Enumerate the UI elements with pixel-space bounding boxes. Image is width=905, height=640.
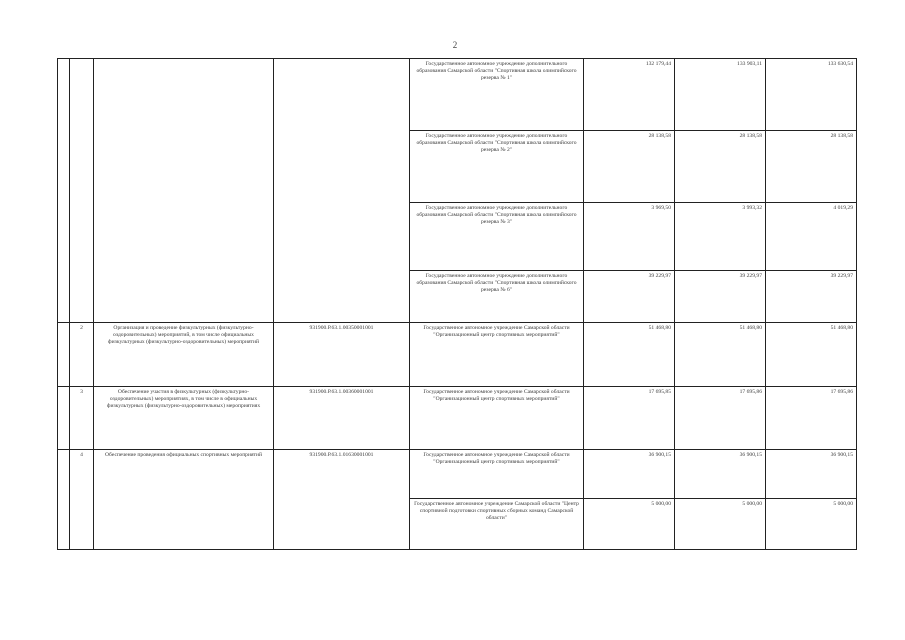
service-name-cell: Организация и проведение физкультурных (физкультурно-оздоровительных) мероприятий, в том числе официальных физкультурных (физкультурно-оздоровительных) мероприятий	[94, 323, 274, 387]
value-year-1: 3 969,50	[584, 203, 675, 271]
row-number-cell	[70, 59, 94, 323]
table-row	[58, 59, 857, 131]
value-year-1: 5 000,00	[584, 499, 675, 550]
value-year-3: 28 138,58	[766, 131, 857, 203]
table-row	[58, 450, 857, 499]
value-year-1: 28 138,58	[584, 131, 675, 203]
service-name-cell: Обеспечение проведения официальных спортивных мероприятий	[94, 450, 274, 550]
value-year-3: 4 019,29	[766, 203, 857, 271]
value-year-3: 36 900,15	[766, 450, 857, 499]
row-number-cell: 2	[70, 323, 94, 387]
value-year-3: 5 000,00	[766, 499, 857, 550]
value-year-3: 39 229,97	[766, 271, 857, 323]
row-number-cell: 3	[70, 387, 94, 450]
value-year-2: 39 229,97	[675, 271, 766, 323]
row-number-cell: 4	[70, 450, 94, 550]
value-year-2: 28 138,58	[675, 131, 766, 203]
organization-cell: Государственное автономное учреждение Самарской области "Организационный центр спортивных мероприятий"	[410, 323, 584, 387]
service-code-cell: 931900.Р.63.1.00360001001	[274, 387, 410, 450]
allocation-table	[57, 58, 857, 550]
value-year-2: 17 695,86	[675, 387, 766, 450]
value-year-1: 51 468,80	[584, 323, 675, 387]
left-margin-cell	[58, 323, 70, 387]
organization-cell: Государственное автономное учреждение дополнительного образования Самарской области "Спортивная школа олимпийского резерва № 2"	[410, 131, 584, 203]
value-year-3: 133 630,54	[766, 59, 857, 131]
value-year-3: 51 468,80	[766, 323, 857, 387]
left-margin-cell	[58, 387, 70, 450]
value-year-1: 36 900,15	[584, 450, 675, 499]
value-year-2: 51 468,80	[675, 323, 766, 387]
organization-cell: Государственное автономное учреждение Самарской области "Организационный центр спортивных мероприятий"	[410, 387, 584, 450]
value-year-1: 39 229,97	[584, 271, 675, 323]
value-year-2: 5 000,00	[675, 499, 766, 550]
service-code-cell: 931900.Р.63.1.00350001001	[274, 323, 410, 387]
value-year-2: 36 900,15	[675, 450, 766, 499]
service-code-cell: 931900.Р.63.1.01630001001	[274, 450, 410, 550]
organization-cell: Государственное автономное учреждение дополнительного образования Самарской области "Спортивная школа олимпийского резерва № 3"	[410, 203, 584, 271]
service-code-cell	[274, 59, 410, 323]
value-year-1: 132 179,44	[584, 59, 675, 131]
table-row	[58, 387, 857, 450]
organization-cell: Государственное автономное учреждение Самарской области "Организационный центр спортивных мероприятий"	[410, 450, 584, 499]
table-row	[58, 323, 857, 387]
value-year-2: 3 993,32	[675, 203, 766, 271]
page-number: 2	[452, 40, 458, 50]
organization-cell: Государственное автономное учреждение дополнительного образования Самарской области "Спортивная школа олимпийского резерва № 6"	[410, 271, 584, 323]
left-margin-cell	[58, 450, 70, 550]
service-name-cell	[94, 59, 274, 323]
value-year-3: 17 695,86	[766, 387, 857, 450]
organization-cell: Государственное автономное учреждение Самарской области "Центр спортивной подготовки спортивных сборных команд Самарской области"	[410, 499, 584, 550]
organization-cell: Государственное автономное учреждение дополнительного образования Самарской области "Спортивная школа олимпийского резерва № 1"	[410, 59, 584, 131]
value-year-2: 133 903,11	[675, 59, 766, 131]
service-name-cell: Обеспечение участия в физкультурных (физкультурно-оздоровительных) мероприятиях, в том числе в официальных физкультурных (физкультурно-оздоровительных) мероприятиях	[94, 387, 274, 450]
value-year-1: 17 695,85	[584, 387, 675, 450]
left-margin-cell	[58, 59, 70, 323]
